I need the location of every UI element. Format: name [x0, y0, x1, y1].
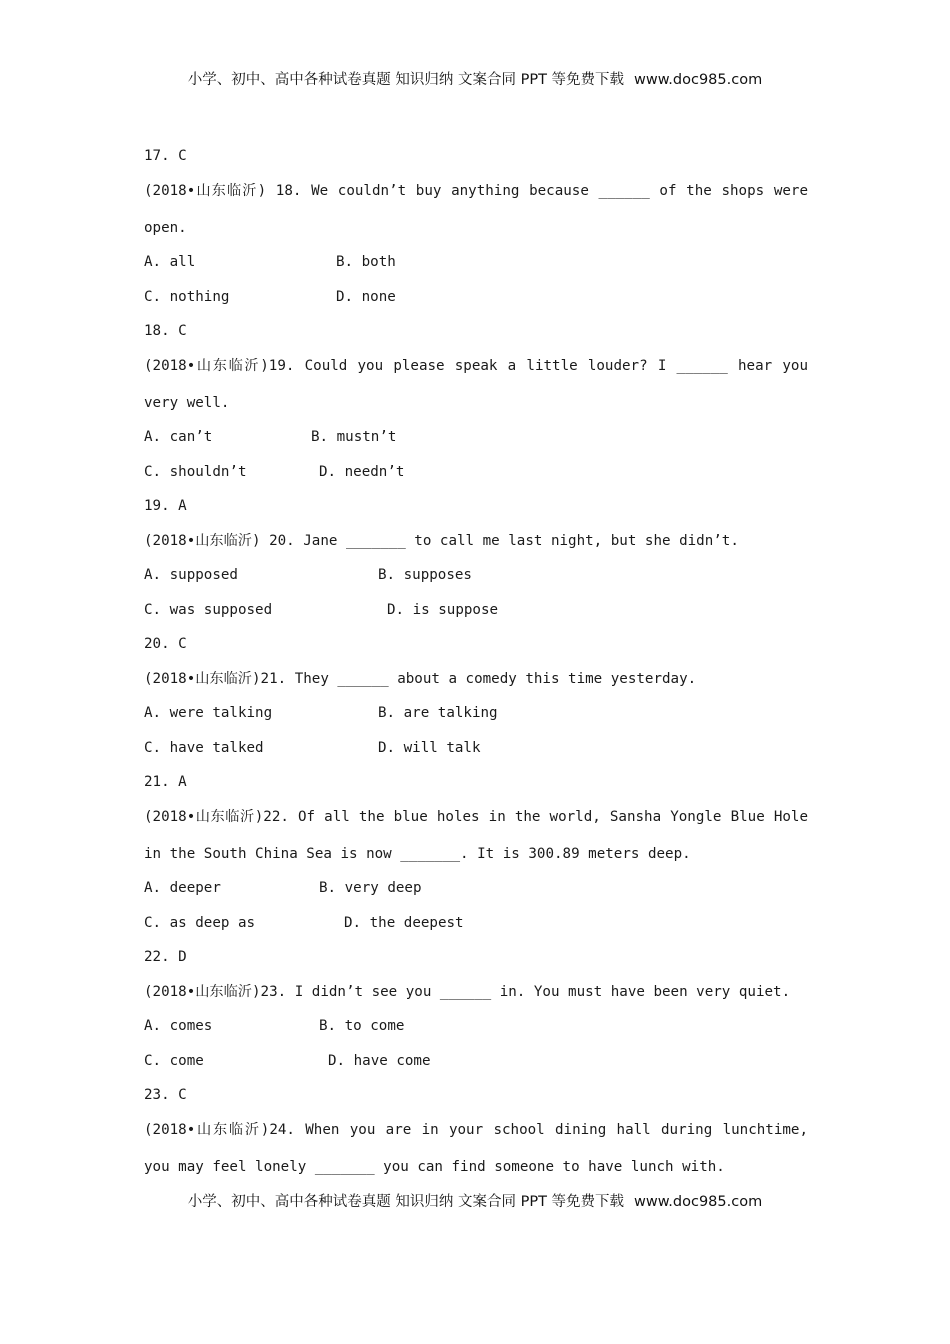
question-21-options-cd	[144, 735, 808, 770]
option-a: A. all	[144, 254, 196, 270]
question-18-options-ab	[144, 249, 808, 284]
question-22-options-ab	[144, 875, 808, 910]
option-c: C. was supposed	[144, 601, 273, 618]
question-21-line-1: (2018•山东临沂)21. They ______ about a comedy this time yesterday.	[144, 670, 697, 687]
question-24-line-1: (2018•山东临沂)24. When you are in your school dining hall during lunchtime,	[144, 1121, 808, 1138]
option-b: B. mustn’t	[311, 429, 397, 445]
question-22-options-cd	[144, 910, 808, 945]
option-c: C. nothing	[144, 288, 230, 305]
question-21-options-ab	[144, 700, 808, 735]
answer-20: 20. C	[144, 636, 187, 652]
answer-23: 23. C	[144, 1087, 187, 1103]
question-18-line-1: (2018•山东临沂) 18. We couldn’t buy anything because ______ of the shops were	[144, 182, 808, 199]
answer-19: 19. A	[144, 498, 187, 514]
answer-21: 21. A	[144, 774, 187, 790]
option-c: C. have talked	[144, 739, 264, 756]
option-d: D. have come	[328, 1052, 431, 1069]
option-a: A. deeper	[144, 880, 221, 896]
question-22-line-2: in the South China Sea is now _______. It is 300.89 meters deep.	[144, 845, 691, 862]
option-c: C. come	[144, 1052, 204, 1069]
page-header	[0, 68, 950, 89]
question-19-options-cd	[144, 459, 808, 494]
footer-text: 小学、初中、高中各种试卷真题 知识归纳 文案合同 PPT 等免费下载	[187, 1194, 625, 1210]
answer-18: 18. C	[144, 323, 187, 339]
option-b: B. are talking	[378, 705, 498, 721]
option-c: C. shouldn’t	[144, 463, 247, 480]
option-a: A. were talking	[144, 705, 273, 721]
header-text: 小学、初中、高中各种试卷真题 知识归纳 文案合同 PPT 等免费下载	[187, 72, 625, 88]
question-19-line-1: (2018•山东临沂)19. Could you please speak a little louder? I ______ hear you	[144, 357, 808, 374]
option-d: D. will talk	[378, 739, 481, 756]
option-b: B. very deep	[319, 880, 422, 896]
option-a: A. comes	[144, 1018, 213, 1034]
option-c: C. as deep as	[144, 914, 256, 931]
question-19-options-ab	[144, 424, 808, 459]
question-23-options-ab	[144, 1013, 808, 1048]
option-d: D. none	[336, 288, 396, 305]
question-20-line-1: (2018•山东临沂) 20. Jane _______ to call me last night, but she didn’t.	[144, 532, 739, 549]
document-body	[144, 143, 808, 1188]
question-23-options-cd	[144, 1048, 808, 1083]
question-18-options-cd	[144, 284, 808, 319]
question-20-options-ab	[144, 562, 808, 597]
header-url: www.doc985.com	[634, 72, 763, 88]
answer-17: 17. C	[144, 148, 187, 164]
option-b: B. supposes	[378, 567, 472, 583]
question-23-line-1: (2018•山东临沂)23. I didn’t see you ______ in. You must have been very quiet.	[144, 983, 791, 1000]
option-d: D. is suppose	[387, 601, 499, 618]
option-d: D. the deepest	[344, 914, 464, 931]
question-20-options-cd	[144, 597, 808, 632]
footer-url: www.doc985.com	[634, 1194, 763, 1210]
question-18-line-2: open.	[144, 219, 187, 236]
option-b: B. to come	[319, 1018, 405, 1034]
question-19-line-2: very well.	[144, 394, 230, 411]
option-a: A. can’t	[144, 429, 213, 445]
page-footer	[0, 1190, 950, 1211]
question-22-line-1: (2018•山东临沂)22. Of all the blue holes in the world, Sansha Yongle Blue Hole	[144, 808, 808, 825]
option-b: B. both	[336, 254, 396, 270]
answer-22: 22. D	[144, 949, 187, 965]
option-d: D. needn’t	[319, 463, 405, 480]
option-a: A. supposed	[144, 567, 238, 583]
question-24-line-2: you may feel lonely _______ you can find someone to have lunch with.	[144, 1158, 725, 1175]
